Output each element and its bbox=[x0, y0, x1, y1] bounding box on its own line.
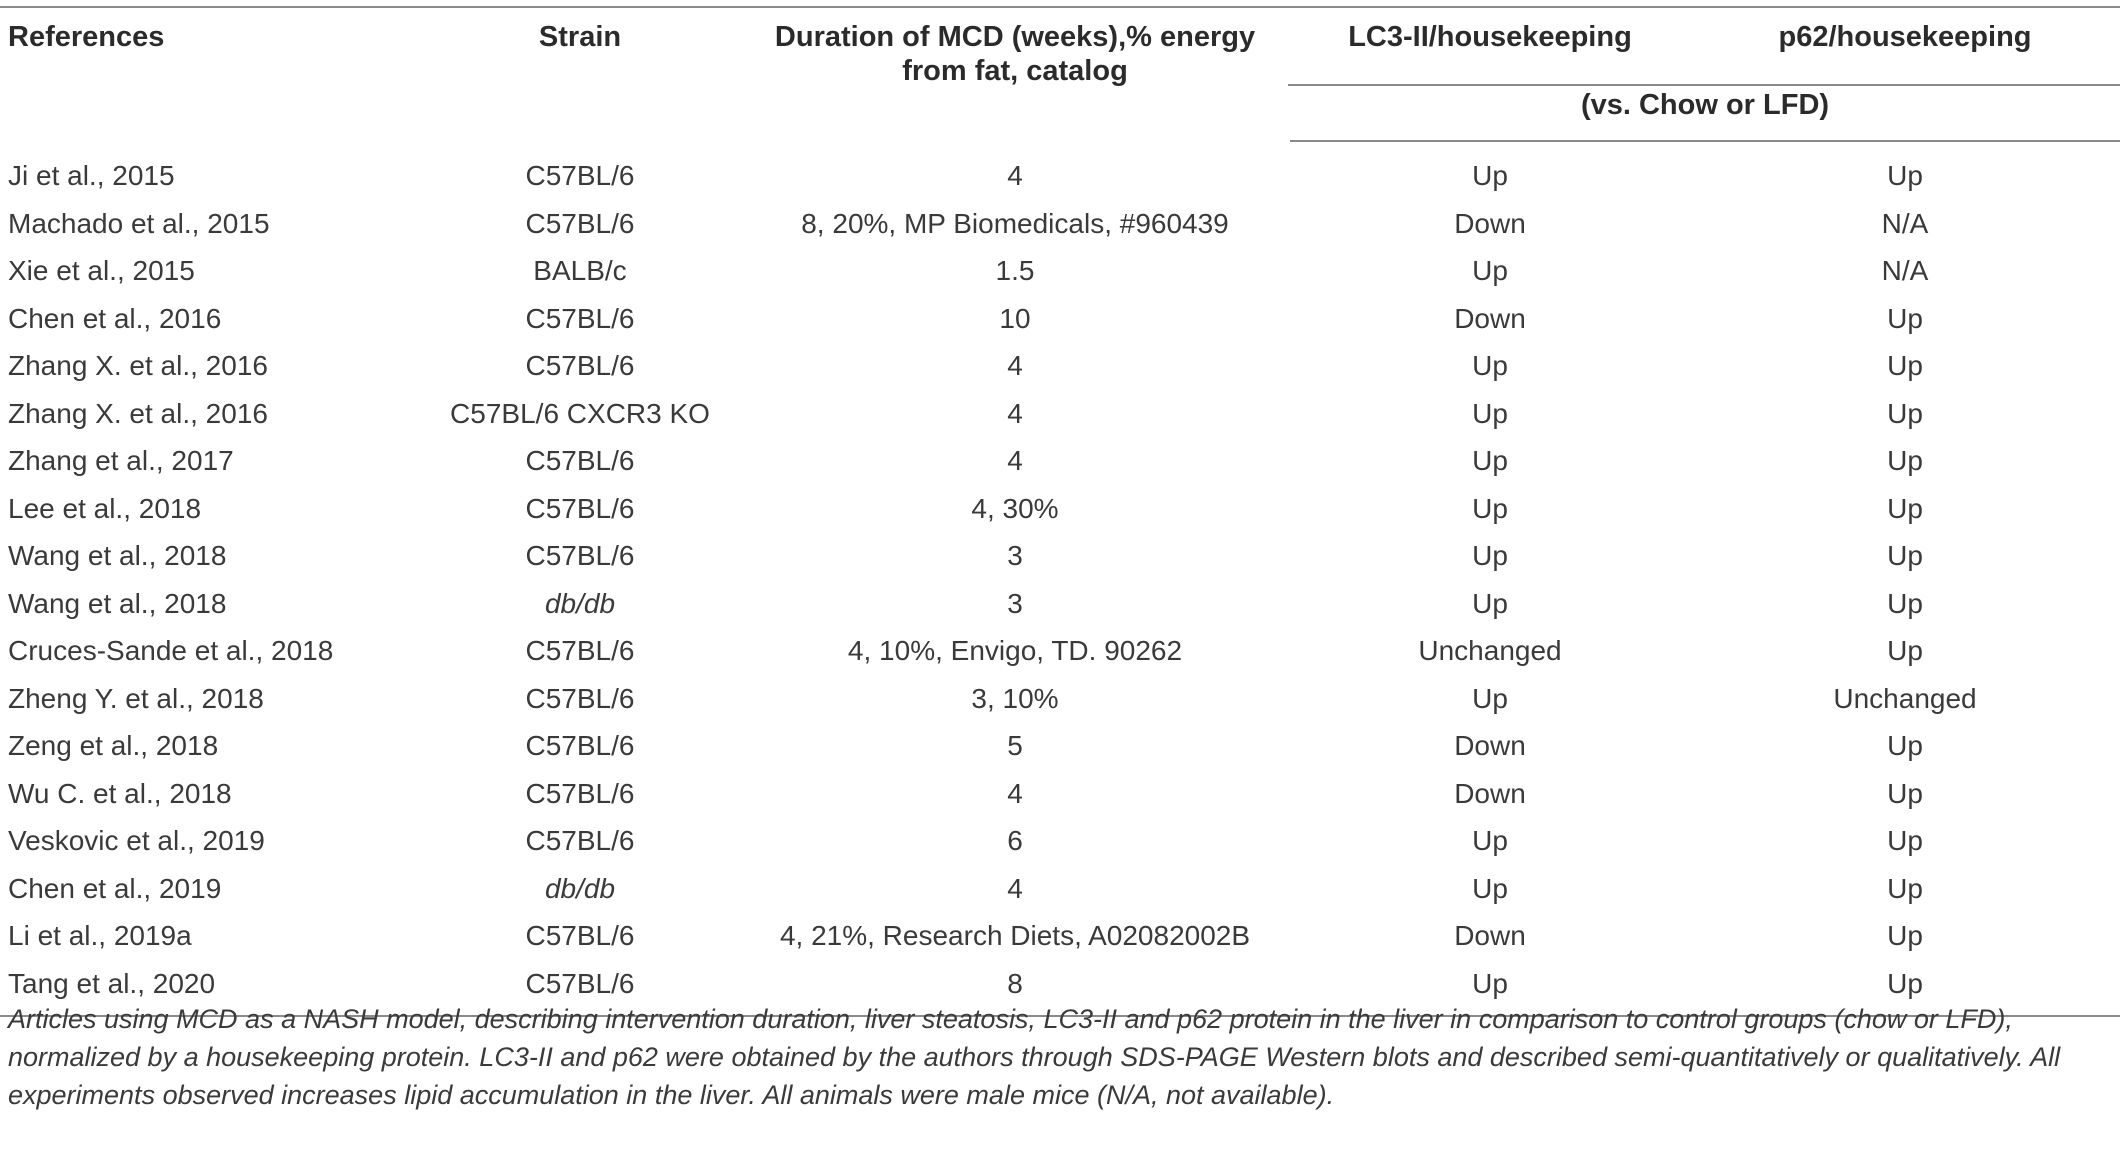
p62-cell: Up bbox=[1887, 445, 1923, 476]
p62-cell: Up bbox=[1887, 160, 1923, 191]
lc3-cell: Down bbox=[1454, 302, 1526, 334]
ref-cell: Li et al., 2019a bbox=[8, 920, 192, 951]
table-row bbox=[0, 817, 2120, 865]
lc3-cell: Down bbox=[1454, 777, 1526, 809]
lc3-cell: Up bbox=[1472, 492, 1508, 524]
lc3-cell: Up bbox=[1472, 350, 1508, 381]
strain-cell: C57BL/6 bbox=[525, 159, 635, 191]
duration-cell: 1.5 bbox=[995, 255, 1035, 286]
header-references: References bbox=[8, 21, 165, 53]
strain-cell: C57BL/6 bbox=[525, 635, 635, 666]
strain-cell bbox=[420, 580, 740, 628]
p62-cell: Up bbox=[1887, 777, 1923, 809]
p62-cell: Up bbox=[1887, 350, 1923, 381]
lc3-cell: Unchanged bbox=[1418, 635, 1562, 666]
ref-cell: Veskovic et al., 2019 bbox=[8, 825, 265, 856]
p62-cell: Up bbox=[1887, 540, 1923, 571]
p62-cell: Up bbox=[1887, 730, 1923, 761]
ref-cell: Chen et al., 2016 bbox=[8, 302, 222, 334]
strain-cell: C57BL/6 bbox=[525, 540, 635, 571]
duration-cell: 3 bbox=[1007, 540, 1023, 571]
duration-cell: 4, 30% bbox=[971, 492, 1059, 524]
table-row bbox=[0, 485, 2120, 533]
ref-cell: Zhang X. et al., 2016 bbox=[8, 397, 268, 429]
lc3-cell: Up bbox=[1472, 397, 1508, 429]
duration-cell: 6 bbox=[1007, 825, 1023, 856]
table-row bbox=[0, 247, 2120, 295]
p62-cell: Up bbox=[1690, 960, 2120, 1017]
p62-cell: Up bbox=[1887, 872, 1923, 904]
header-p62: p62/housekeeping bbox=[1778, 21, 2032, 53]
table-body bbox=[0, 141, 2120, 1016]
duration-cell: 3, 10% bbox=[971, 682, 1059, 714]
ref-cell: Xie et al., 2015 bbox=[8, 255, 195, 286]
table-row bbox=[0, 627, 2120, 675]
table-row bbox=[0, 141, 2120, 200]
table-row bbox=[0, 580, 2120, 628]
table-row bbox=[0, 912, 2120, 960]
strain-cell: C57BL/6 bbox=[525, 825, 635, 856]
p62-cell: Up bbox=[1887, 825, 1923, 856]
table-row bbox=[0, 770, 2120, 818]
strain-cell: BALB/c bbox=[533, 255, 627, 286]
table-row bbox=[0, 865, 2120, 913]
strain-italic: db/db bbox=[544, 587, 616, 619]
header-duration: Duration of MCD (weeks),% energy from fat, catalog bbox=[774, 21, 1256, 87]
lc3-cell: Up bbox=[1472, 445, 1508, 476]
table-row bbox=[0, 437, 2120, 485]
lc3-cell: Down bbox=[1454, 730, 1526, 761]
header-comparison: (vs. Chow or LFD) bbox=[1290, 74, 2120, 141]
ref-cell: Wang et al., 2018 bbox=[8, 587, 227, 619]
duration-cell: 10 bbox=[999, 302, 1031, 334]
duration-cell: 4 bbox=[1007, 159, 1023, 191]
lc3-cell: Up bbox=[1472, 587, 1508, 619]
header-lc3: LC3-II/housekeeping bbox=[1348, 21, 1632, 53]
strain-cell bbox=[420, 865, 740, 913]
duration-cell: 8, 20%, MP Biomedicals, #960439 bbox=[801, 207, 1229, 239]
strain-cell: C57BL/6 bbox=[525, 682, 635, 714]
p62-cell: Up bbox=[1887, 635, 1923, 666]
duration-cell: 4 bbox=[1007, 397, 1023, 429]
strain-cell: C57BL/6 bbox=[525, 492, 635, 524]
p62-cell: Up bbox=[1887, 587, 1923, 619]
p62-cell: Up bbox=[1887, 397, 1923, 429]
p62-cell: N/A bbox=[1881, 255, 1929, 286]
lc3-cell: Up bbox=[1472, 255, 1508, 286]
strain-cell: C57BL/6 bbox=[525, 730, 635, 761]
table-row bbox=[0, 342, 2120, 390]
lc3-cell: Up bbox=[1472, 540, 1508, 571]
ref-cell: Zheng Y. et al., 2018 bbox=[8, 682, 264, 714]
lc3-cell: Up bbox=[1472, 160, 1508, 191]
table-footnote: Articles using MCD as a NASH model, describing intervention duration, liver steatosis, LC3-II and p62 protein in the liver in comparison to control groups (chow or LFD), normalized by a housekeeping protein. LC3-II and p62 were obtained by the authors through SDS-PAGE Western blots and described semi-quantitatively or qualitatively. All experiments observed increases lipid accumulation in the liver. All animals were male mice (N/A, not available). bbox=[8, 1004, 2061, 1110]
lc3-cell: Down bbox=[1454, 920, 1526, 951]
ref-cell: Zeng et al., 2018 bbox=[8, 730, 219, 761]
ref-cell: Machado et al., 2015 bbox=[8, 207, 270, 239]
strain-cell: C57BL/6 bbox=[525, 302, 635, 334]
p62-cell: Up bbox=[1887, 492, 1923, 524]
table-row bbox=[0, 722, 2120, 770]
duration-cell: 4 bbox=[1007, 350, 1023, 381]
lc3-cell: Up bbox=[1290, 960, 1690, 1017]
strain-italic: db/db bbox=[544, 872, 616, 904]
ref-cell: Zhang et al., 2017 bbox=[8, 445, 234, 476]
p62-cell: Up bbox=[1887, 920, 1923, 951]
duration-cell: 4 bbox=[1007, 445, 1023, 476]
p62-cell: Up bbox=[1887, 302, 1923, 334]
strain-cell: C57BL/6 bbox=[525, 207, 635, 239]
p62-cell: N/A bbox=[1881, 207, 1929, 239]
header-strain: Strain bbox=[538, 21, 622, 53]
p62-cell: Unchanged bbox=[1833, 682, 1977, 714]
table-row bbox=[0, 532, 2120, 580]
lc3-cell: Down bbox=[1454, 207, 1526, 239]
strain-cell: C57BL/6 bbox=[525, 445, 635, 476]
ref-cell: Lee et al., 2018 bbox=[8, 492, 202, 524]
strain-cell: C57BL/6 bbox=[525, 920, 635, 951]
ref-cell: Ji et al., 2015 bbox=[8, 159, 175, 191]
lc3-cell: Up bbox=[1472, 872, 1508, 904]
table-row bbox=[0, 390, 2120, 438]
table-row bbox=[0, 295, 2120, 343]
ref-cell: Cruces-Sande et al., 2018 bbox=[8, 635, 334, 666]
table-row bbox=[0, 200, 2120, 248]
duration-cell: 4, 21%, Research Diets, A02082002B bbox=[779, 920, 1251, 951]
ref-cell: Wu C. et al., 2018 bbox=[8, 777, 232, 809]
duration-cell: 8 bbox=[740, 960, 1290, 1017]
lc3-cell: Up bbox=[1472, 825, 1508, 856]
duration-cell: 3 bbox=[1007, 587, 1023, 619]
table-row bbox=[0, 675, 2120, 723]
ref-cell: Tang et al., 2020 bbox=[0, 960, 420, 1017]
ref-cell: Zhang X. et al., 2016 bbox=[8, 350, 268, 381]
strain-cell: C57BL/6 bbox=[420, 960, 740, 1017]
strain-cell: C57BL/6 CXCR3 KO bbox=[450, 397, 710, 429]
lc3-cell: Up bbox=[1472, 682, 1508, 714]
strain-cell: C57BL/6 bbox=[525, 350, 635, 381]
strain-cell: C57BL/6 bbox=[525, 777, 635, 809]
ref-cell: Chen et al., 2019 bbox=[8, 872, 222, 904]
duration-cell: 4 bbox=[1007, 777, 1023, 809]
duration-cell: 4, 10%, Envigo, TD. 90262 bbox=[847, 635, 1183, 666]
duration-cell: 4 bbox=[1007, 872, 1023, 904]
ref-cell: Wang et al., 2018 bbox=[8, 540, 227, 571]
duration-cell: 5 bbox=[1007, 730, 1023, 761]
